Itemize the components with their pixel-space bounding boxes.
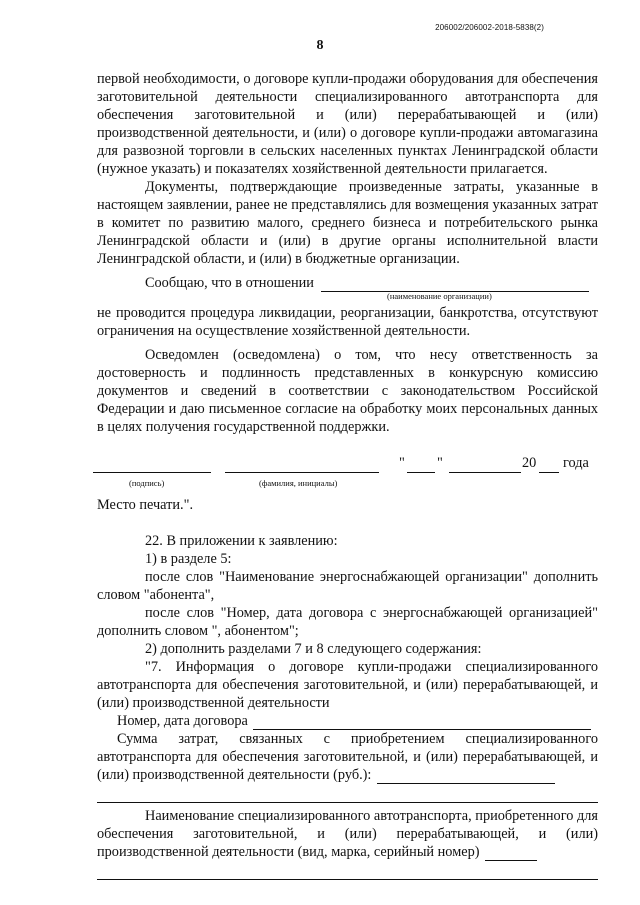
- date-year-suffix: года: [563, 455, 589, 471]
- signature-line[interactable]: [93, 472, 211, 473]
- contract-row: [97, 712, 598, 730]
- amendment-change-1: после слов "Наименование энергоснабжающей организации" дополнить словом "абонента",: [97, 569, 598, 603]
- date-quote-open: ": [399, 455, 405, 471]
- organization-caption: (наименование организации): [387, 291, 492, 301]
- costs-paragraph: [97, 730, 598, 784]
- amendment-change-2: после слов "Номер, дата договора с энергоснабжающей организацией" дополнить словом ", абонентом";: [97, 605, 598, 639]
- paragraph-documents-confirm: Документы, подтверждающие произведенные затраты, указанные в настоящем заявлении, ранее не представлялись для возмещения указанных затрат в комитет по развитию малого, среднего бизнеса и потребительского рынка Ленинградской области и (или) в другие органы исполнительной власти Ленинградской области, и (или) в бюджетные организации.: [97, 179, 598, 267]
- amendment-sub-2: 2) дополнить разделами 7 и 8 следующего содержания:: [145, 641, 482, 657]
- vehicle-name-field[interactable]: [485, 860, 537, 861]
- name-caption: (фамилия, инициалы): [259, 478, 338, 488]
- date-year-line[interactable]: [539, 472, 559, 473]
- paragraph-responsibility: Осведомлен (осведомлена) о том, что несу ответственность за достоверность и подлинность представленных в конкурсную комиссию документов и сведений в соответствии с законодательством Российской Федерации и даю письменное согласие на обработку моих персональных данных в целях получения государственной поддержки.: [97, 347, 598, 435]
- paragraph-no-liquidation: не проводится процедура ликвидации, реорганизации, банкротства, отсутствуют ограничения на осуществление хозяйственной деятельности.: [97, 305, 598, 339]
- amendment-item-22: 22. В приложении к заявлению:: [145, 533, 338, 549]
- page-number: 8: [316, 38, 324, 53]
- date-year-prefix: 20: [522, 455, 537, 471]
- date-month-line[interactable]: [449, 472, 521, 473]
- organization-caption-row: [97, 292, 598, 304]
- vehicle-name-paragraph: [97, 807, 598, 861]
- paragraph-attachment-info: первой необходимости, о договоре купли-продажи оборудования для обеспечения заготовительной деятельности специализированного автотранспорта для обеспечения заготовительной и (или) перерабатывающей и (или) производственной деятельности, и (или) о договоре купли-продажи автомагазина для развозной торговли в сельских населенных пунктах Ленинградской области (нужное указать) и показателях хозяйственной деятельности прилагается.: [97, 71, 598, 177]
- document-body: [97, 70, 598, 880]
- costs-field[interactable]: [377, 783, 555, 784]
- contract-label: Номер, дата договора: [117, 713, 248, 729]
- date-day-line[interactable]: [407, 472, 435, 473]
- document-id: 206002/206002-2018-5838(2): [435, 23, 544, 32]
- amendment-sub-1: 1) в разделе 5:: [145, 551, 232, 567]
- vehicle-name-text: Наименование специализированного автотранспорта, приобретенного для обеспечения заготовительной, и (или) перерабатывающей, и (или) производственной деятельности (вид, марка, серийный номер): [97, 808, 598, 860]
- section-7-title: "7. Информация о договоре купли-продажи специализированного автотранспорта для обеспечения заготовительной, и (или) перерабатывающей, и (или) производственной деятельности: [97, 659, 598, 711]
- paragraph-organization-lead: [97, 274, 598, 292]
- name-line[interactable]: [225, 472, 379, 473]
- costs-continuation-line[interactable]: [97, 802, 598, 803]
- signature-block: [97, 450, 598, 514]
- costs-text: Сумма затрат, связанных с приобретением специализированного автотранспорта для обеспечения заготовительной, и (или) перерабатывающей, и (или) производственной деятельности (руб.):: [97, 731, 598, 783]
- organization-lead-text: Сообщаю, что в отношении: [145, 275, 314, 291]
- vehicle-continuation-line[interactable]: [97, 879, 598, 880]
- date-quote-close: ": [437, 455, 443, 471]
- signature-caption: (подпись): [129, 478, 165, 488]
- seal-place: Место печати.".: [97, 497, 194, 513]
